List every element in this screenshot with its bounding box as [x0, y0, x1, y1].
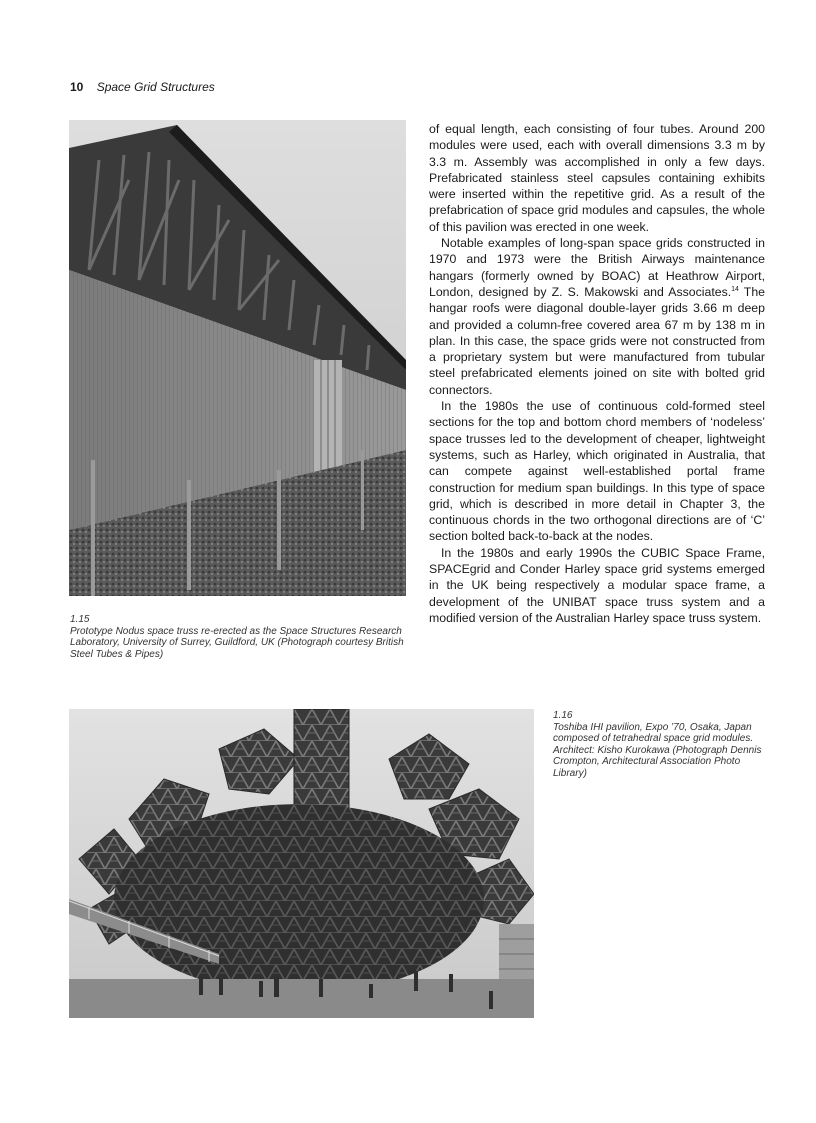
pavilion-photo-illustration [69, 709, 534, 1018]
page-number: 10 [70, 80, 84, 94]
figure-number: 1.15 [70, 614, 90, 625]
paragraph-text: Notable examples of long-span space grids constructed in 1970 and 1973 were the British Airways maintenance hangars (formerly owned by BOAC) at Heathrow Airport, London, designed by Z. S. Makowski and Associates. [429, 236, 765, 299]
running-header [70, 80, 215, 94]
caption-text: Prototype Nodus space truss re-erected as the Space Structures Research Laboratory, University of Surrey, Guildford, UK (Photograph courtesy British Steel Tubes & Pipes) [70, 625, 404, 660]
figure-1-15-photo [69, 120, 406, 596]
building-photo-illustration [69, 120, 406, 596]
paragraph: of equal length, each consisting of four tubes. Around 200 modules were used, each with overall dimensions 3.3 m by 3.3 m. Assembly was accomplished in only a few days. Prefabricated stainless steel capsules containing exhibits were inserted within the repetitive grid. As a result of the prefabrication of space grid modules and capsules, the whole of this pavilion was erected in one week. [429, 122, 765, 234]
paragraph: In the 1980s and early 1990s the CUBIC Space Frame, SPACEgrid and Conder Harley space grid systems emerged in the UK being respectively a modular space frame, a development of the UNIBAT space truss system and a modified version of the Australian Harley space truss system. [429, 545, 765, 625]
paragraph-text: The hangar roofs were diagonal double-layer grids 3.66 m deep and provided a column-free covered area 67 m by 138 m in plan. In this case, the space grids were not constructed from a proprietary system but were manufactured from tubular steel prefabricated elements joined on site with bolted grid connectors. [429, 284, 765, 397]
paragraph [429, 235, 765, 398]
figure-number: 1.16 [553, 710, 573, 721]
figure-1-16-photo [69, 709, 534, 1018]
reference-number: 14 [731, 285, 739, 293]
paragraph: In the 1980s the use of continuous cold-formed steel sections for the top and bottom chord members of ‘nodeless’ space trusses led to the development of cheaper, lightweight systems, such as Harley, which originated in Australia, that can compete against well-established portal frame construction for medium span buildings. In this type of space grid, which is described in more detail in Chapter 3, the continuous chords in the two orthogonal directions are of ‘C’ section bolted back-to-back at the nodes. [429, 399, 765, 544]
body-text [429, 121, 765, 626]
figure-1-16-caption [553, 710, 763, 779]
running-title: Space Grid Structures [96, 80, 215, 94]
caption-text: Toshiba IHI pavilion, Expo ’70, Osaka, Japan composed of tetrahedral space grid modules. Architect: Kisho Kurokawa (Photograph Dennis Crompton, Architectural Association Photo Library) [553, 721, 762, 779]
figure-1-15-caption [70, 614, 405, 660]
